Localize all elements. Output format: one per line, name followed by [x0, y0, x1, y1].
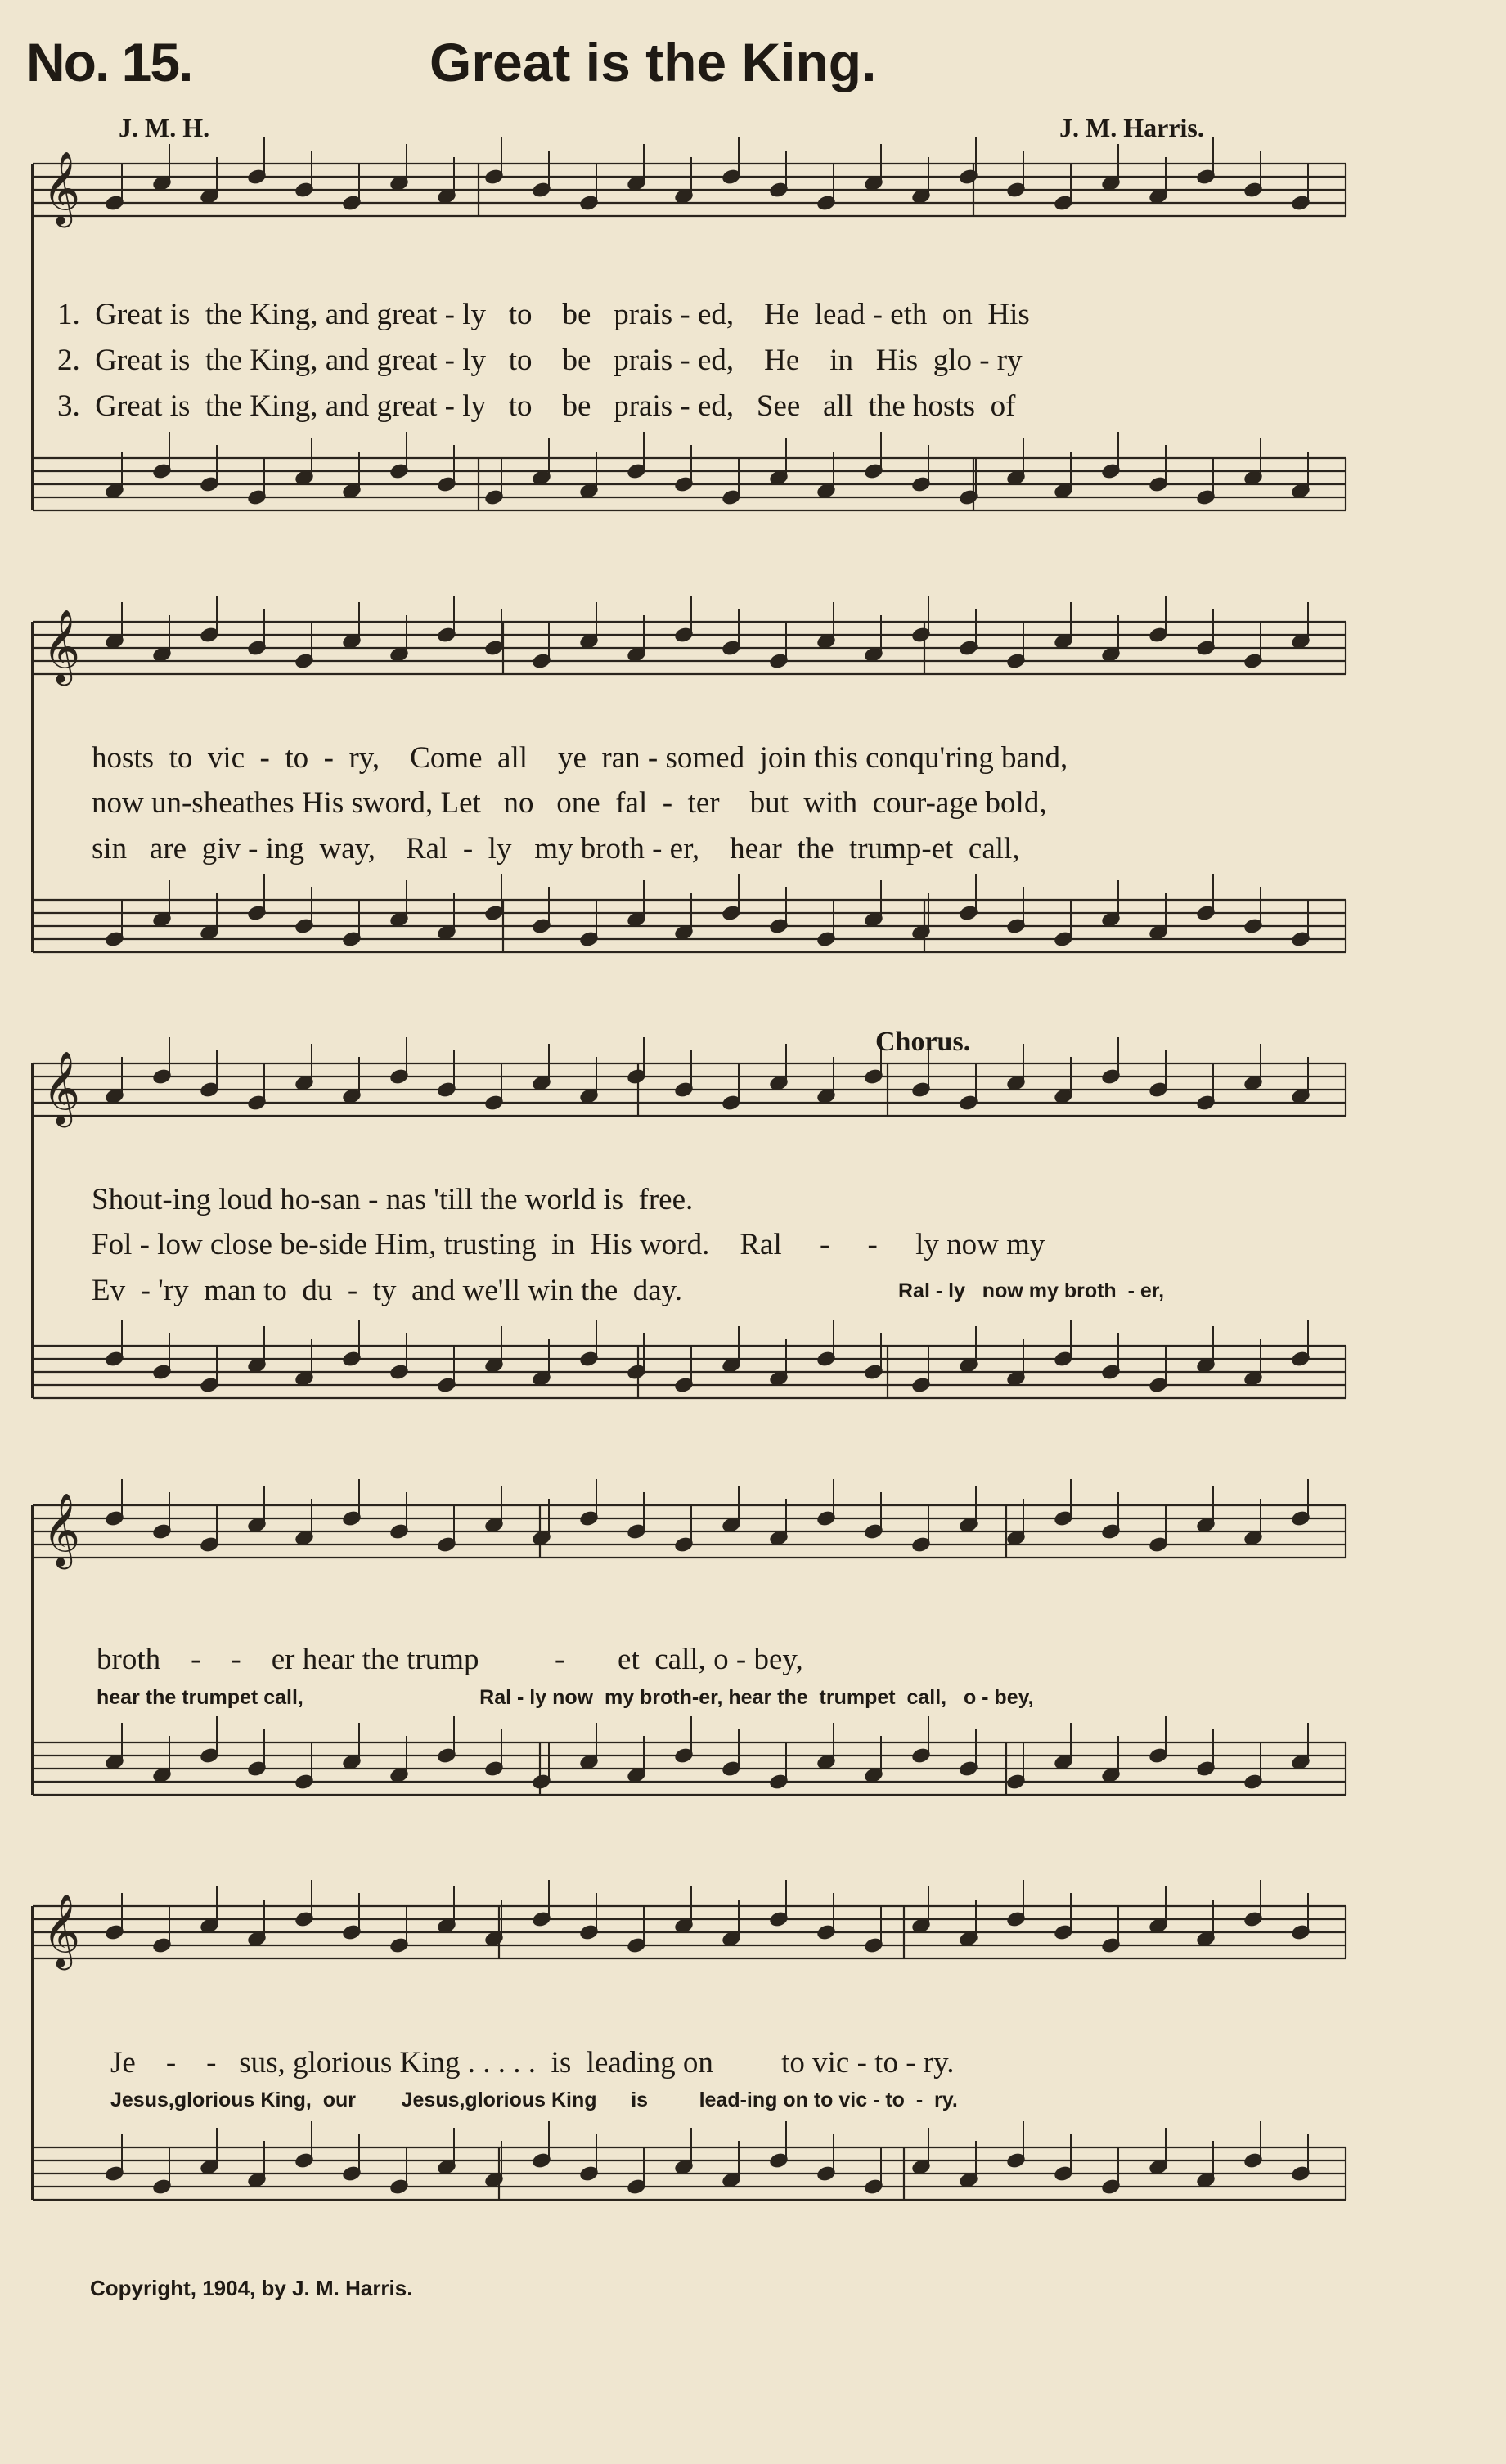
lyric-line-alto: hear the trumpet call, Ral - ly now my broth-er, hear the trumpet call, o - bey,	[97, 1686, 1034, 1709]
chorus-label: Chorus.	[875, 1027, 971, 1057]
hymn-title: Great is the King.	[429, 32, 877, 92]
lyric-line: Shout-ing loud ho-san - nas 'till the world is free.	[92, 1183, 694, 1216]
lyric-line: 1. Great is the King, and great - ly to be prais - ed, He lead - eth on His	[57, 298, 1030, 331]
lyric-line: now un-sheathes His sword, Let no one fal - ter but with cour-age bold,	[92, 786, 1047, 820]
svg-text:𝄞: 𝄞	[43, 1494, 81, 1565]
copyright-notice: Copyright, 1904, by J. M. Harris.	[90, 2276, 413, 2300]
words-credit: J. M. H.	[119, 113, 210, 142]
svg-text:𝄞: 𝄞	[43, 1895, 81, 1966]
lyric-line: 2. Great is the King, and great - ly to be prais - ed, He in His glo - ry	[57, 344, 1023, 377]
lyric-line: sin are giv - ing way, Ral - ly my broth - er, hear the trump-et call,	[92, 832, 1020, 866]
svg-text:𝄞: 𝄞	[43, 152, 81, 223]
hymn-number: No. 15.	[26, 32, 192, 92]
lyric-line: broth - - er hear the trump - et call, o - bey,	[97, 1643, 803, 1676]
lyric-line: Je - - sus, glorious King . . . . . is leading on to vic - to - ry.	[110, 2046, 955, 2080]
lyric-line: hosts to vic - to - ry, Come all ye ran - somed join this conqu'ring band,	[92, 741, 1068, 775]
lyric-line: 3. Great is the King, and great - ly to be prais - ed, See all the hosts of	[57, 389, 1016, 423]
lyric-line: Fol - low close be-side Him, trusting in His word. Ral - - ly now my	[92, 1228, 1045, 1261]
svg-text:𝄞: 𝄞	[43, 1052, 81, 1123]
lyric-line-alto: Jesus,glorious King, our Jesus,glorious King is lead-ing on to vic - to - ry.	[110, 2089, 958, 2111]
music-credit: J. M. Harris.	[1059, 113, 1204, 142]
lyric-line: Ev - 'ry man to du - ty and we'll win the day.	[92, 1274, 683, 1307]
lyric-line-alto: Ral - ly now my broth - er,	[898, 1279, 1165, 1302]
svg-text:𝄞: 𝄞	[43, 610, 81, 681]
